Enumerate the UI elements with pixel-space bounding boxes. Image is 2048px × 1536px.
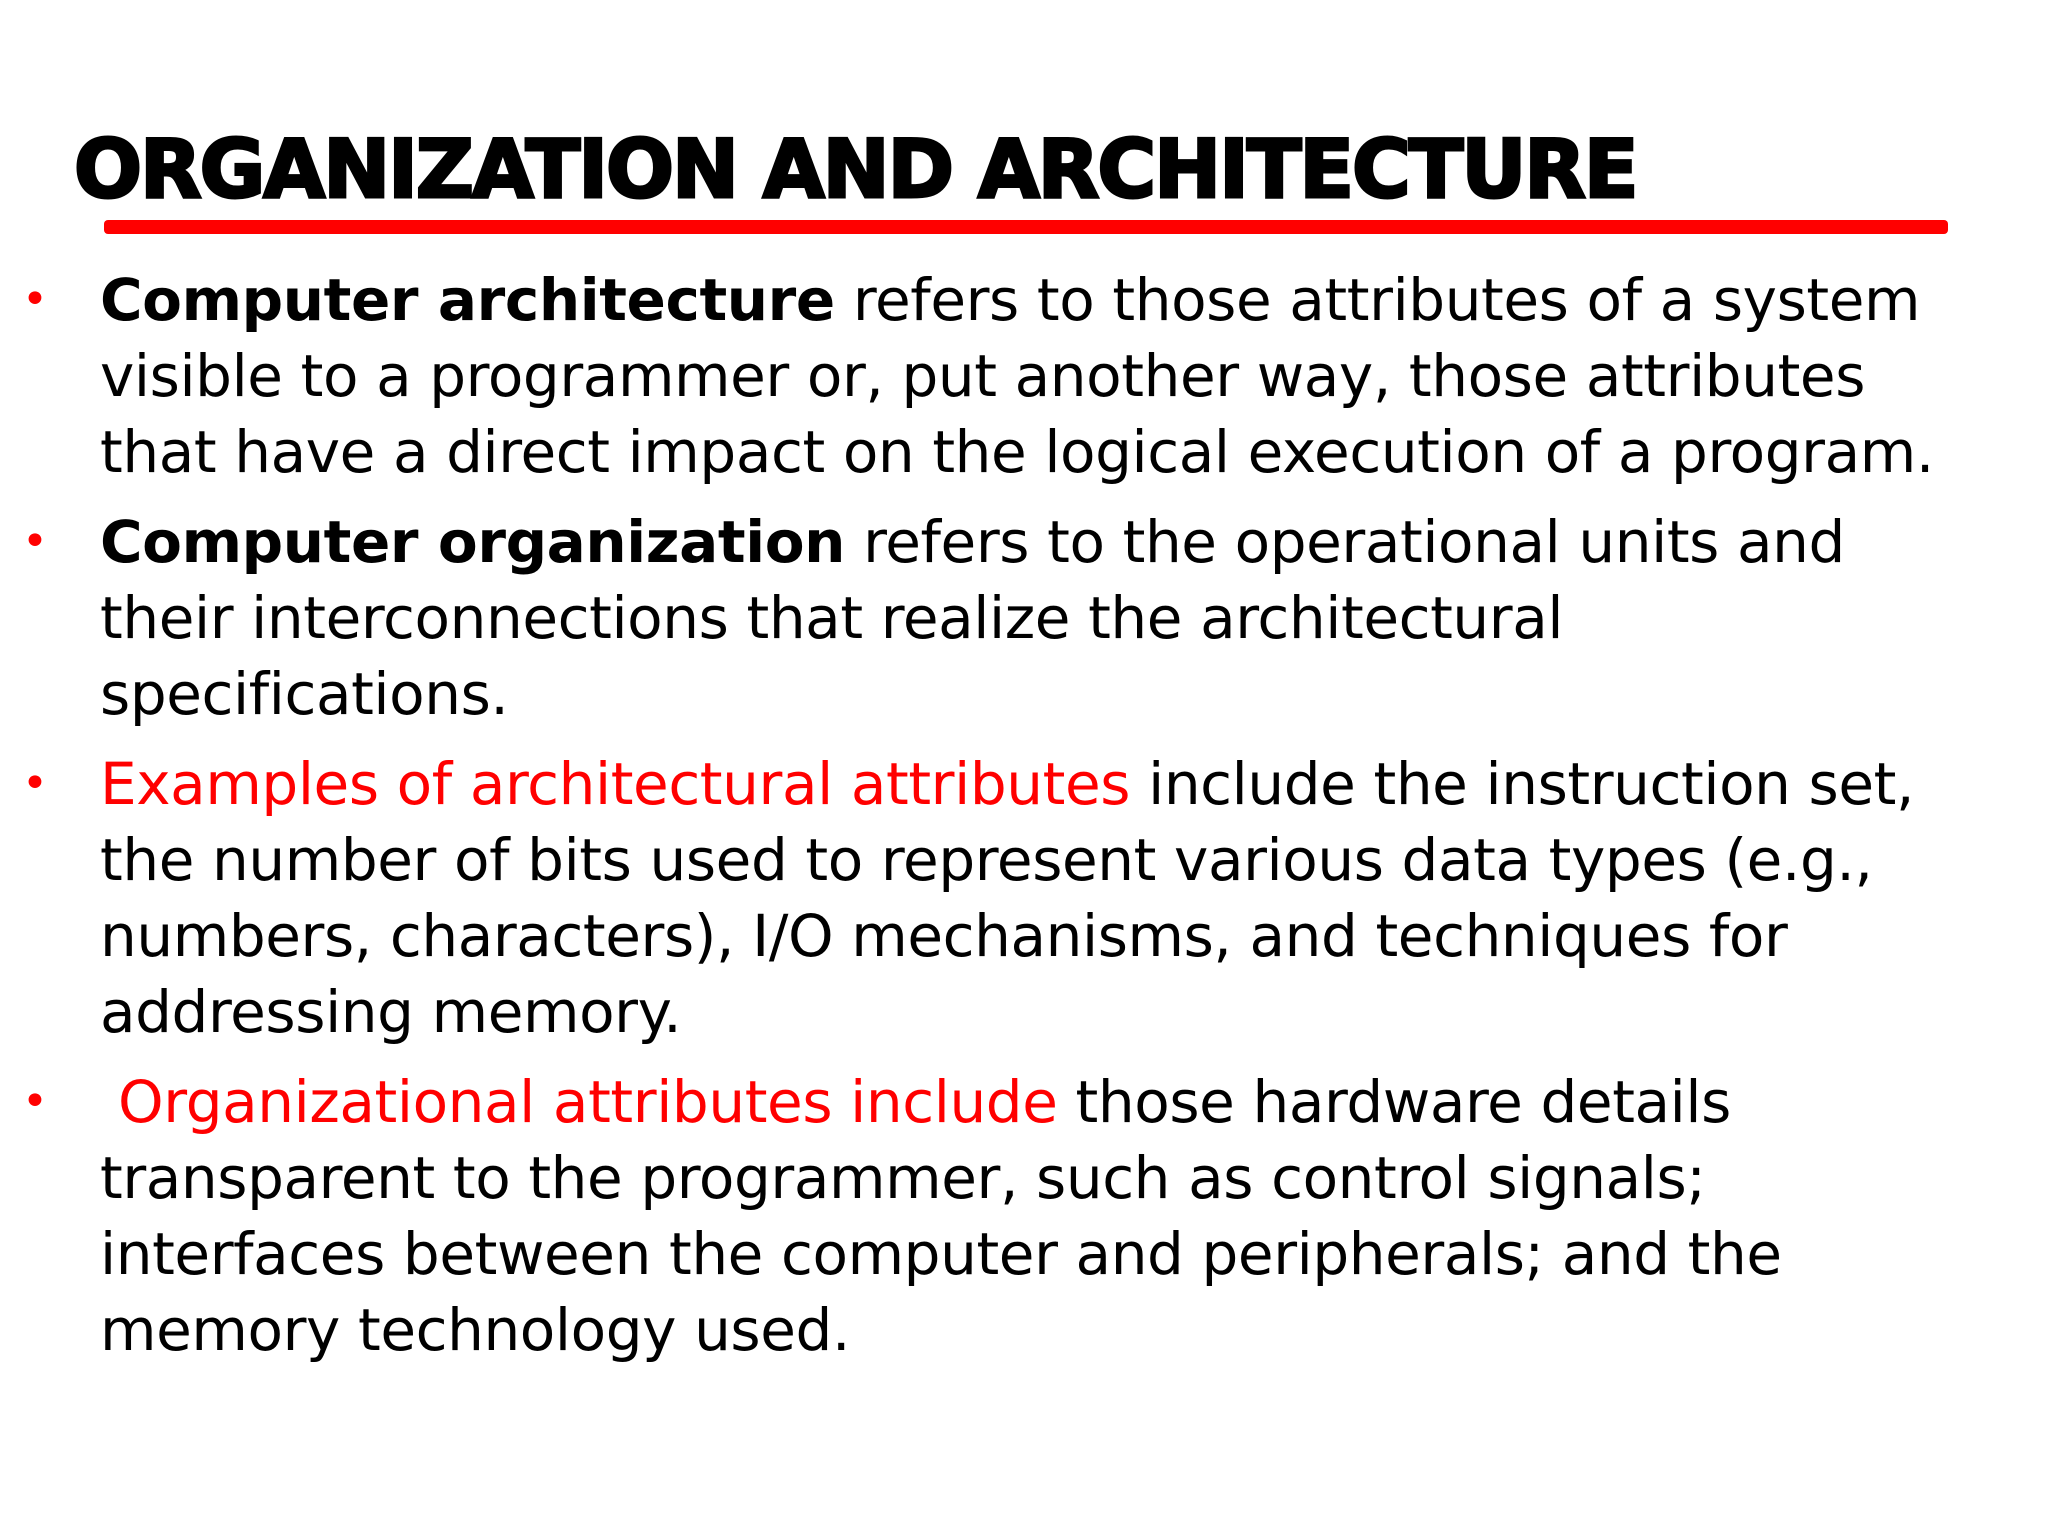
bullet-dot-icon: • <box>22 758 48 809</box>
bullet-dot-icon: • <box>22 274 48 325</box>
slide-title: ORGANIZATION AND ARCHITECTURE <box>74 123 1637 216</box>
bullet-lead-computer-architecture: Computer architecture <box>100 266 835 334</box>
bullet-item <box>0 1064 1948 1368</box>
bullet-dot-icon: • <box>22 1076 48 1127</box>
bullet-item <box>0 746 1948 1050</box>
bullet-text: include the instruction set, the number of bits used to represent various data types (e.g., numbers, characters), I/O mechanisms, and techniques for addressing memory. <box>100 750 1915 1046</box>
bullet-text: refers to the operational units and their interconnections that realize the architectural specifications. <box>100 508 1845 728</box>
bullet-text: refers to those attributes of a system visible to a programmer or, put another way, those attributes that have a direct impact on the logical execution of a program. <box>100 266 1934 486</box>
bullet-item <box>0 504 1948 732</box>
title-underline <box>104 220 1948 234</box>
bullet-lead-organizational-attributes: Organizational attributes include <box>100 1068 1058 1136</box>
bullet-text: those hardware details transparent to the programmer, such as control signals; interfaces between the computer and peripherals; and the memory technology used. <box>100 1068 1782 1364</box>
bullet-dot-icon: • <box>22 516 48 567</box>
bullet-list <box>0 262 2048 1382</box>
bullet-lead-architectural-attributes: Examples of architectural attributes <box>100 750 1131 818</box>
bullet-lead-computer-organization: Computer organization <box>100 508 846 576</box>
bullet-item <box>0 262 1948 490</box>
